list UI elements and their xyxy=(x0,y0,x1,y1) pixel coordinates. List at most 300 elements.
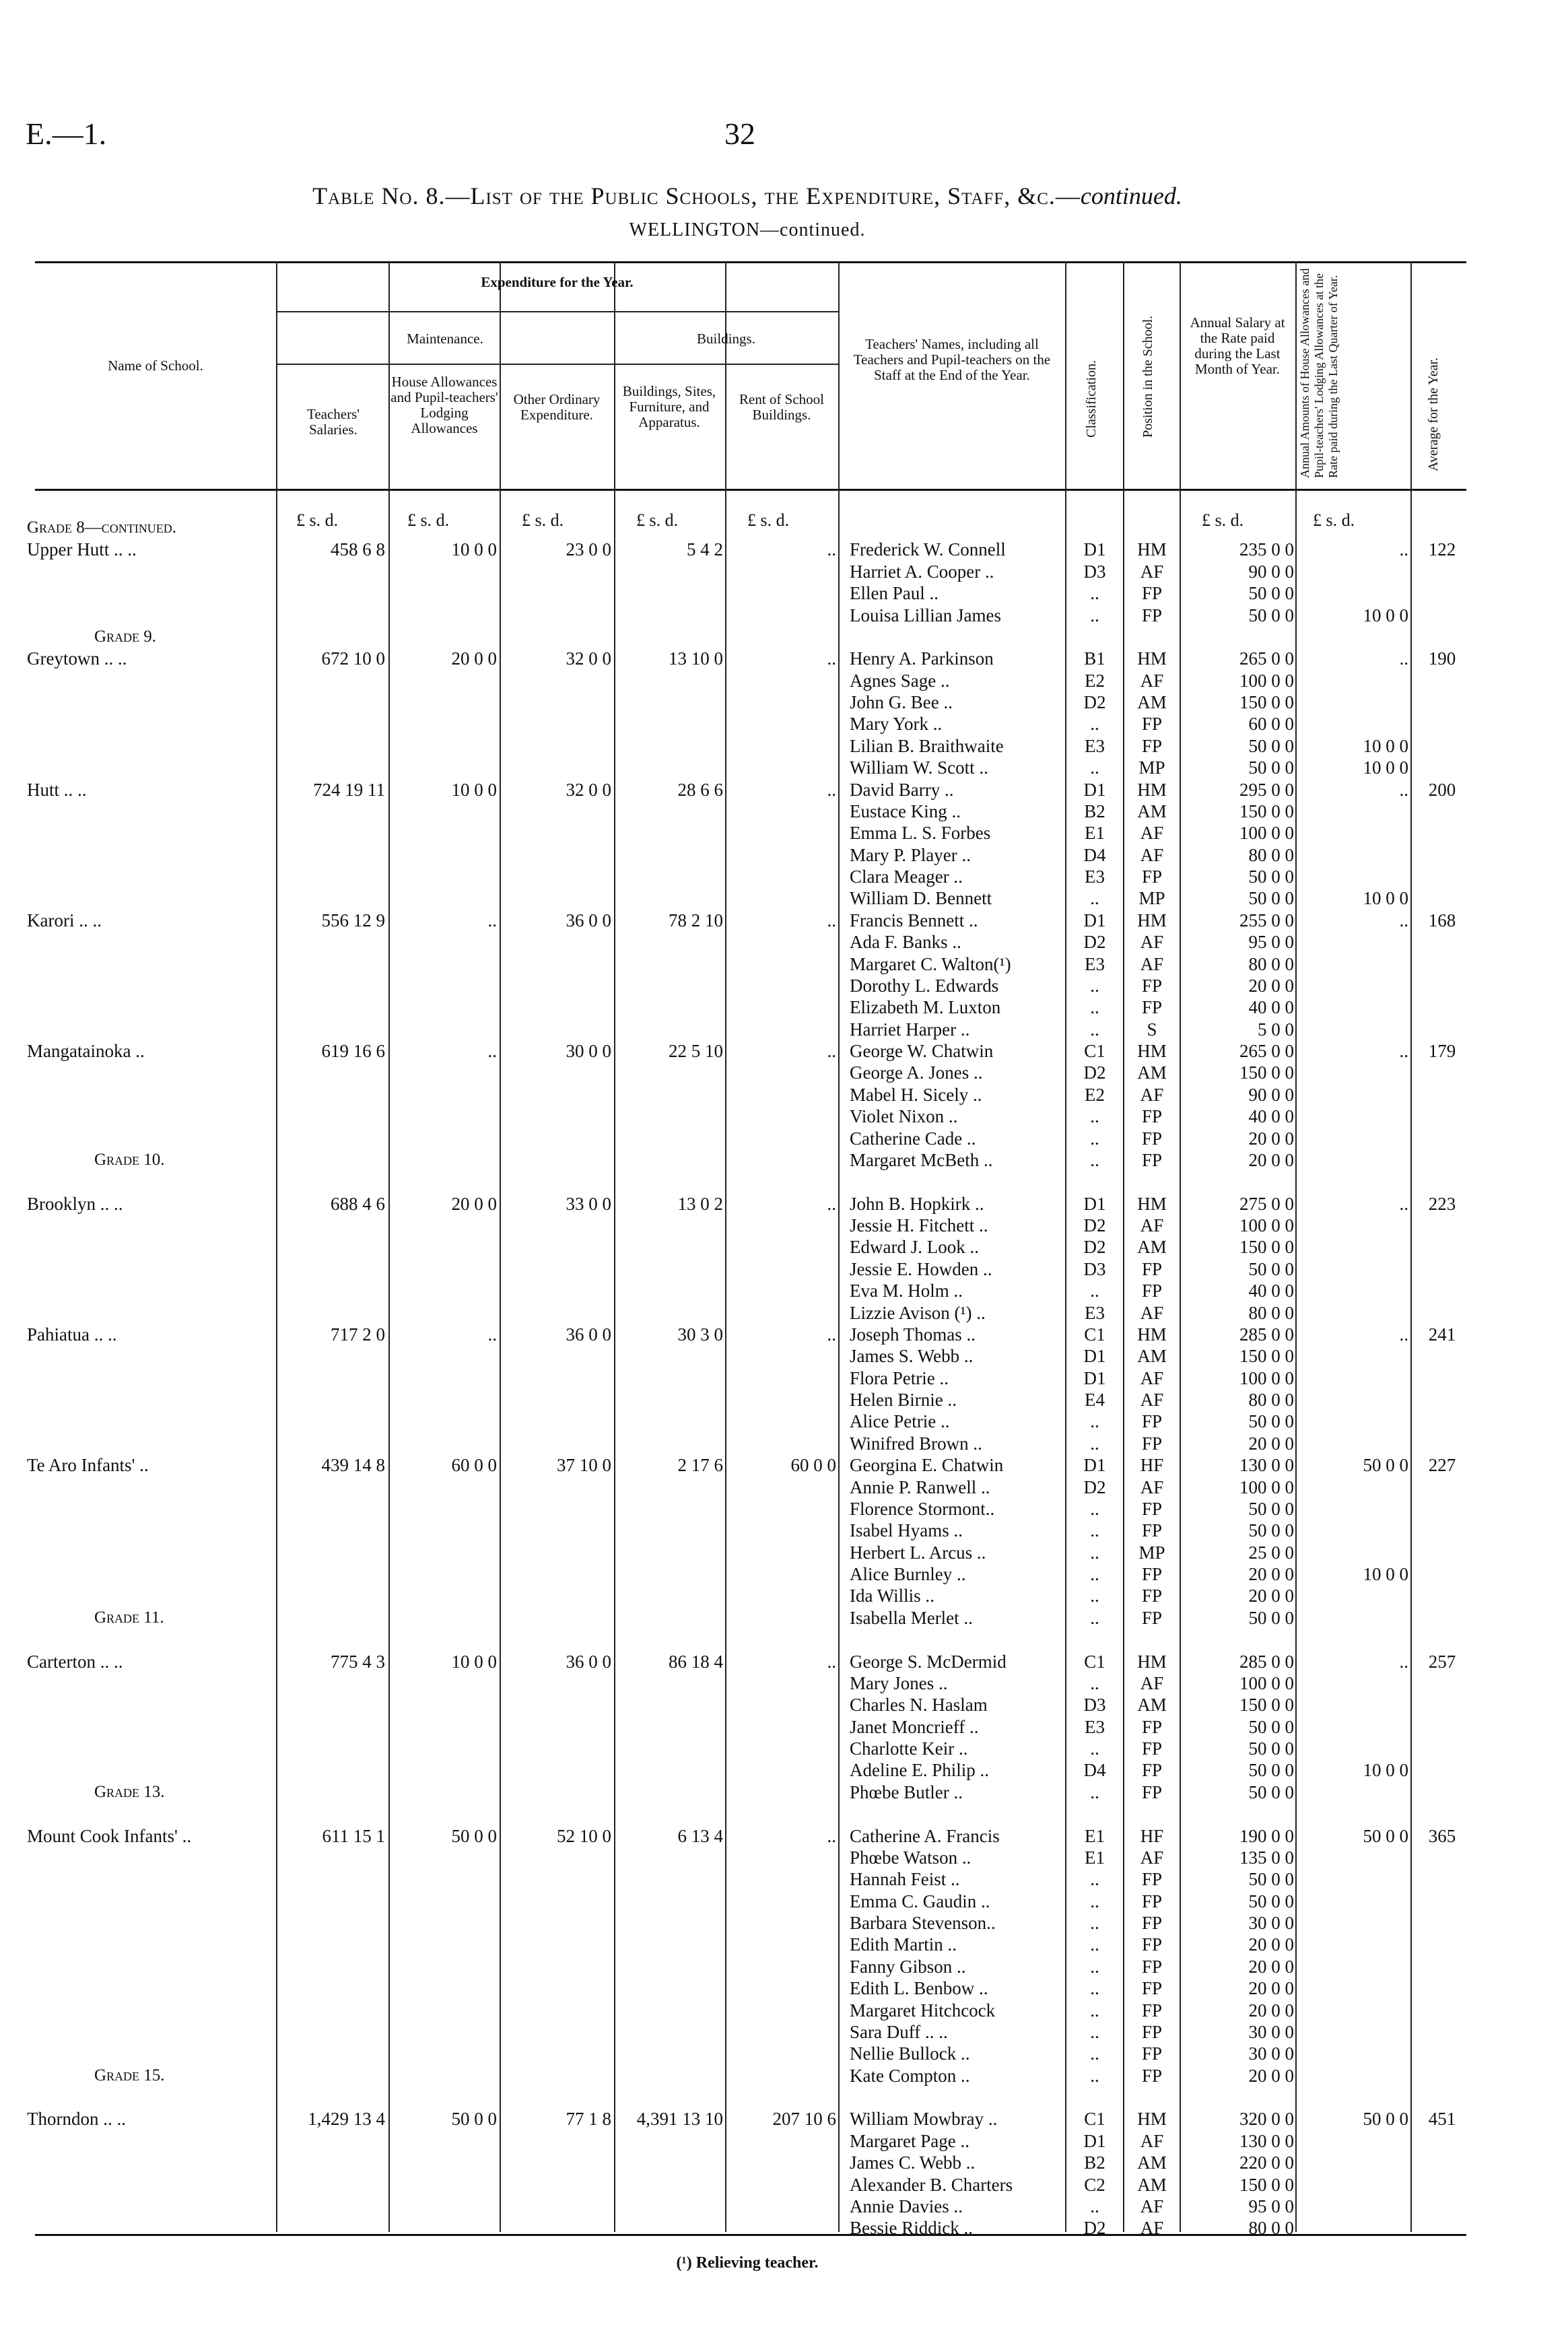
cell-cls: D2 xyxy=(1083,1062,1106,1083)
cell-teacher: John G. Bee .. xyxy=(850,692,953,712)
cell-cls: D2 xyxy=(1083,1215,1106,1235)
cell-sal: 611 15 1 xyxy=(322,1825,385,1846)
cell-pos: AF xyxy=(1140,932,1164,953)
cell-salary: 220 0 0 xyxy=(1239,2152,1294,2173)
cell-salary: 20 0 0 xyxy=(1248,1934,1294,1955)
table-row xyxy=(0,1498,1568,1520)
table-row xyxy=(0,691,1568,713)
header-house-allowances: House Allowances and Pupil-teachers' Lodging Allowances xyxy=(390,374,498,436)
cell-pos: MP xyxy=(1138,757,1165,778)
cell-teacher: Barbara Stevenson.. xyxy=(850,1913,996,1933)
cell-salary: 285 0 0 xyxy=(1239,1324,1294,1345)
cell-salary: 50 0 0 xyxy=(1248,1716,1294,1737)
table-row xyxy=(0,1977,1568,1999)
cell-teacher: Phœbe Watson .. xyxy=(850,1847,972,1868)
cell-salary: 100 0 0 xyxy=(1239,823,1294,844)
cell-teacher: Violet Nixon .. xyxy=(850,1106,958,1127)
cell-sal: 458 6 8 xyxy=(331,539,385,560)
cell-cls: D2 xyxy=(1083,2218,1106,2239)
cell-salary: 40 0 0 xyxy=(1248,997,1294,1018)
cell-salary: 50 0 0 xyxy=(1248,867,1294,887)
cell-teacher: David Barry .. xyxy=(850,779,954,800)
cell-teacher: Georgina E. Chatwin xyxy=(850,1455,1004,1476)
cell-rent: .. xyxy=(827,910,836,930)
cell-teacher: William W. Scott .. xyxy=(850,757,988,778)
cell-school: Te Aro Infants' .. xyxy=(27,1455,149,1476)
table-row xyxy=(0,1433,1568,1454)
page-number: 32 xyxy=(724,116,755,151)
table-row xyxy=(0,2152,1568,2173)
cell-salary: 20 0 0 xyxy=(1248,1956,1294,1977)
cell-allow: .. xyxy=(1399,1193,1408,1214)
cell-cls: .. xyxy=(1090,1607,1099,1628)
cell-cls: .. xyxy=(1090,1498,1099,1519)
cell-avg: 227 xyxy=(1428,1455,1456,1476)
header-other-expenditure: Other Ordinary Expenditure. xyxy=(513,391,601,423)
cell-teacher: Dorothy L. Edwards xyxy=(850,975,999,996)
cell-other: 32 0 0 xyxy=(566,779,611,800)
cell-cls: .. xyxy=(1090,1542,1099,1563)
cell-avg: 179 xyxy=(1428,1041,1456,1061)
cell-cls: D1 xyxy=(1083,1193,1106,1214)
cell-allow: 10 0 0 xyxy=(1363,605,1408,625)
cell-school: Greytown .. .. xyxy=(27,648,127,669)
cell-teacher: James C. Webb .. xyxy=(850,2152,976,2173)
cell-teacher: Kate Compton .. xyxy=(850,2065,970,2086)
cell-salary: 135 0 0 xyxy=(1239,1847,1294,1868)
cell-rent: .. xyxy=(827,1041,836,1061)
cell-cls: D1 xyxy=(1083,1367,1106,1388)
cell-pos: HM xyxy=(1137,648,1167,669)
cell-pos: HM xyxy=(1137,2109,1167,2130)
cell-salary: 235 0 0 xyxy=(1239,539,1294,560)
table-subtitle: WELLINGTON—continued. xyxy=(629,219,866,240)
cell-pos: FP xyxy=(1141,2043,1163,2064)
cell-teacher: Jessie E. Howden .. xyxy=(850,1258,992,1279)
cell-pos: AF xyxy=(1140,2196,1164,2216)
table-row xyxy=(0,605,1568,626)
cell-cls: .. xyxy=(1090,1433,1099,1454)
cell-salary: 80 0 0 xyxy=(1248,844,1294,865)
cell-other: 36 0 0 xyxy=(566,910,611,930)
title-main: List of the Public Schools, the Expenditure, Staff, &c.— xyxy=(470,182,1081,209)
cell-cls: .. xyxy=(1090,1934,1099,1955)
table-row xyxy=(0,517,1568,539)
units-salaries: £ s. d. xyxy=(296,510,339,530)
cell-house: 20 0 0 xyxy=(451,648,497,669)
cell-house: 20 0 0 xyxy=(451,1193,497,1214)
cell-cls: .. xyxy=(1090,2196,1099,2216)
cell-pos: AF xyxy=(1140,1390,1164,1410)
cell-avg: 122 xyxy=(1428,539,1456,560)
cell-teacher: Elizabeth M. Luxton xyxy=(850,997,1001,1018)
cell-pos: AF xyxy=(1140,1477,1164,1497)
cell-cls: .. xyxy=(1090,2043,1099,2064)
cell-teacher: Emma L. S. Forbes xyxy=(850,823,991,844)
table-row xyxy=(0,931,1568,953)
cell-teacher: Adeline E. Philip .. xyxy=(850,1760,989,1781)
cell-school: Upper Hutt .. .. xyxy=(27,539,137,560)
cell-salary: 50 0 0 xyxy=(1248,583,1294,604)
cell-salary: 50 0 0 xyxy=(1248,1607,1294,1628)
cell-pos: AF xyxy=(1140,953,1164,974)
cell-cls: .. xyxy=(1090,1564,1099,1584)
cell-cls: D4 xyxy=(1083,844,1106,865)
cell-teacher: Ida Willis .. xyxy=(850,1586,934,1606)
cell-pos: AF xyxy=(1140,1847,1164,1868)
cell-pos: FP xyxy=(1141,1149,1163,1170)
cell-cls: .. xyxy=(1090,1956,1099,1977)
cell-salary: 50 0 0 xyxy=(1248,1891,1294,1911)
header-average: Average for the Year. xyxy=(1426,357,1441,471)
table-row xyxy=(0,1106,1568,1127)
cell-avg: 451 xyxy=(1428,2109,1456,2130)
cell-cls: E3 xyxy=(1085,953,1105,974)
cell-cls: B2 xyxy=(1084,2152,1105,2173)
cell-salary: 80 0 0 xyxy=(1248,953,1294,974)
table-row xyxy=(0,887,1568,909)
table-row xyxy=(0,866,1568,887)
cell-cls: D2 xyxy=(1083,932,1106,953)
header-annual-salary: Annual Salary at the Rate paid during the Last Month of Year. xyxy=(1190,314,1285,377)
cell-teacher: Louisa Lillian James xyxy=(850,605,1001,625)
cell-sal: 688 4 6 xyxy=(331,1193,385,1214)
cell-teacher: Margaret Hitchcock xyxy=(850,2000,996,2021)
cell-pos: FP xyxy=(1141,867,1163,887)
cell-salary: 100 0 0 xyxy=(1239,1367,1294,1388)
cell-avg: 190 xyxy=(1428,648,1456,669)
cell-teacher: John B. Hopkirk .. xyxy=(850,1193,984,1214)
units-salary: £ s. d. xyxy=(1202,510,1244,530)
cell-build: 13 0 2 xyxy=(677,1193,723,1214)
cell-school: Karori .. .. xyxy=(27,910,102,930)
header-name: Name of School. xyxy=(108,358,203,374)
cell-teacher: George A. Jones .. xyxy=(850,1062,983,1083)
cell-teacher: Edith Martin .. xyxy=(850,1934,957,1955)
buildings-rule xyxy=(614,364,838,365)
table-row xyxy=(0,2217,1568,2239)
cell-allow: 10 0 0 xyxy=(1363,1564,1408,1584)
cell-pos: FP xyxy=(1141,1607,1163,1628)
cell-salary: 50 0 0 xyxy=(1248,605,1294,625)
table-row xyxy=(0,1084,1568,1106)
cell-avg: 168 xyxy=(1428,910,1456,930)
cell-pos: AF xyxy=(1140,1302,1164,1323)
cell-teacher: Ada F. Banks .. xyxy=(850,932,961,953)
table-row xyxy=(0,779,1568,801)
cell-teacher: Harriet Harper .. xyxy=(850,1019,970,1040)
units-rent: £ s. d. xyxy=(747,510,790,530)
cell-sal: 556 12 9 xyxy=(321,910,385,930)
cell-allow: 10 0 0 xyxy=(1363,1760,1408,1781)
table-row xyxy=(0,713,1568,735)
table-row xyxy=(0,1171,1568,1192)
table-row xyxy=(0,844,1568,866)
cell-cls: D1 xyxy=(1083,910,1106,930)
cell-cls: .. xyxy=(1090,997,1099,1018)
cell-teacher: Charlotte Keir .. xyxy=(850,1738,968,1759)
cell-salary: 50 0 0 xyxy=(1248,1738,1294,1759)
header-annual-allowances: Annual Amounts of House Allowances and Pupil-teachers' Lodging Allowances at the Rate paid during the Last Quarter of Year. xyxy=(1298,268,1340,478)
cell-cls: D1 xyxy=(1083,779,1106,800)
cell-cls: .. xyxy=(1090,1891,1099,1911)
footnote: (¹) Relieving teacher. xyxy=(676,2254,819,2272)
cell-cls: .. xyxy=(1090,1128,1099,1149)
units-other: £ s. d. xyxy=(522,510,564,530)
cell-pos: FP xyxy=(1141,1281,1163,1301)
table-row xyxy=(0,670,1568,691)
cell-house: .. xyxy=(487,910,497,930)
cell-house: .. xyxy=(487,1324,497,1345)
units-buildings: £ s. d. xyxy=(636,510,679,530)
cell-pos: HM xyxy=(1137,1324,1167,1345)
cell-pos: FP xyxy=(1141,583,1163,604)
cell-teacher: Ellen Paul .. xyxy=(850,583,939,604)
cell-salary: 90 0 0 xyxy=(1248,1084,1294,1105)
cell-house: 50 0 0 xyxy=(451,2109,497,2130)
cell-build: 5 4 2 xyxy=(687,539,723,560)
cell-salary: 20 0 0 xyxy=(1248,1564,1294,1584)
table-row xyxy=(0,1912,1568,1934)
cell-salary: 20 0 0 xyxy=(1248,1586,1294,1606)
cell-allow: .. xyxy=(1399,910,1408,930)
table-row xyxy=(0,2174,1568,2196)
table-row xyxy=(0,1782,1568,1803)
table-row xyxy=(0,1759,1568,1781)
cell-cls: .. xyxy=(1090,1869,1099,1890)
cell-cls: .. xyxy=(1090,1520,1099,1541)
cell-school: Grade 10. xyxy=(94,1150,165,1169)
table-row xyxy=(0,1847,1568,1868)
cell-house: 60 0 0 xyxy=(451,1455,497,1476)
cell-salary: 150 0 0 xyxy=(1239,2174,1294,2195)
cell-cls: .. xyxy=(1090,1149,1099,1170)
cell-cls: C1 xyxy=(1084,1324,1105,1345)
cell-teacher: Clara Meager .. xyxy=(850,867,963,887)
cell-allow: 10 0 0 xyxy=(1363,735,1408,756)
cell-cls: B1 xyxy=(1084,648,1105,669)
cell-teacher: Charles N. Haslam xyxy=(850,1695,988,1716)
cell-teacher: Margaret Page .. xyxy=(850,2130,969,2151)
cell-cls: .. xyxy=(1090,1411,1099,1432)
cell-pos: AM xyxy=(1137,1695,1167,1716)
cell-school: Grade 9. xyxy=(94,627,157,646)
cell-pos: S xyxy=(1147,1019,1157,1040)
cell-rent: .. xyxy=(827,1193,836,1214)
table-row xyxy=(0,1934,1568,1955)
table-row xyxy=(0,1477,1568,1498)
cell-house: 10 0 0 xyxy=(451,539,497,560)
table-row xyxy=(0,1236,1568,1258)
table-row xyxy=(0,1956,1568,1977)
cell-salary: 30 0 0 xyxy=(1248,2021,1294,2042)
cell-rent: .. xyxy=(827,1324,836,1345)
cell-pos: FP xyxy=(1141,1716,1163,1737)
cell-teacher: Herbert L. Arcus .. xyxy=(850,1542,986,1563)
cell-teacher: Catherine Cade .. xyxy=(850,1128,976,1149)
cell-build: 6 13 4 xyxy=(677,1825,723,1846)
cell-school: Hutt .. .. xyxy=(27,779,87,800)
table-row xyxy=(0,2065,1568,2086)
cell-house: 50 0 0 xyxy=(451,1825,497,1846)
table-row xyxy=(0,1629,1568,1650)
cell-cls: C1 xyxy=(1084,1041,1105,1061)
cell-house: .. xyxy=(487,1041,497,1061)
table-row xyxy=(0,910,1568,931)
table-row xyxy=(0,1019,1568,1040)
cell-school: Grade 15. xyxy=(94,2066,165,2084)
cell-cls: .. xyxy=(1090,1106,1099,1127)
cell-pos: FP xyxy=(1141,605,1163,625)
cell-rent: .. xyxy=(827,539,836,560)
cell-teacher: Edith L. Benbow .. xyxy=(850,1978,988,1999)
cell-teacher: Sara Duff .. .. xyxy=(850,2021,948,2042)
cell-teacher: William D. Bennett xyxy=(850,888,992,909)
cell-pos: FP xyxy=(1141,2065,1163,2086)
cell-cls: D1 xyxy=(1083,1455,1106,1476)
cell-pos: AF xyxy=(1140,670,1164,691)
top-rule xyxy=(35,261,1466,263)
cell-pos: HF xyxy=(1140,1455,1164,1476)
cell-pos: FP xyxy=(1141,735,1163,756)
table-row xyxy=(0,1803,1568,1825)
cell-pos: AF xyxy=(1140,1672,1164,1693)
cell-allow: .. xyxy=(1399,779,1408,800)
cell-cls: E1 xyxy=(1085,823,1105,844)
cell-cls: D1 xyxy=(1083,2130,1106,2151)
cell-teacher: Mabel H. Sicely .. xyxy=(850,1084,982,1105)
cell-salary: 20 0 0 xyxy=(1248,2065,1294,2086)
cell-teacher: Alice Petrie .. xyxy=(850,1411,950,1432)
cell-pos: FP xyxy=(1141,1520,1163,1541)
cell-teacher: Nellie Bullock .. xyxy=(850,2043,970,2064)
table-row xyxy=(0,1345,1568,1367)
cell-salary: 20 0 0 xyxy=(1248,1149,1294,1170)
cell-salary: 20 0 0 xyxy=(1248,1978,1294,1999)
cell-teacher: Joseph Thomas .. xyxy=(850,1324,976,1345)
cell-cls: .. xyxy=(1090,2000,1099,2021)
title-suffix: continued. xyxy=(1080,182,1182,209)
cell-allow: .. xyxy=(1399,1651,1408,1672)
cell-cls: .. xyxy=(1090,605,1099,625)
cell-cls: .. xyxy=(1090,757,1099,778)
units-house: £ s. d. xyxy=(407,510,450,530)
cell-pos: MP xyxy=(1138,1542,1165,1563)
cell-cls: .. xyxy=(1090,1281,1099,1301)
table-row xyxy=(0,1825,1568,1847)
header-maintenance: Maintenance. xyxy=(407,331,483,347)
cell-cls: .. xyxy=(1090,1913,1099,1933)
table-row xyxy=(0,975,1568,996)
cell-salary: 50 0 0 xyxy=(1248,1520,1294,1541)
table-row xyxy=(0,953,1568,975)
table-row xyxy=(0,1062,1568,1083)
table-row xyxy=(0,1324,1568,1345)
cell-salary: 100 0 0 xyxy=(1239,670,1294,691)
cell-cls: E3 xyxy=(1085,1716,1105,1737)
table-row xyxy=(0,1563,1568,1585)
cell-salary: 190 0 0 xyxy=(1239,1825,1294,1846)
cell-pos: FP xyxy=(1141,1128,1163,1149)
cell-teacher: Mary P. Player .. xyxy=(850,844,971,865)
table-row xyxy=(0,1716,1568,1738)
header-salaries: Teachers' Salaries. xyxy=(306,406,360,438)
cell-salary: 255 0 0 xyxy=(1239,910,1294,930)
cell-pos: FP xyxy=(1141,1433,1163,1454)
cell-build: 78 2 10 xyxy=(669,910,723,930)
cell-cls: C1 xyxy=(1084,1651,1105,1672)
cell-cls: E3 xyxy=(1085,735,1105,756)
table-row xyxy=(0,735,1568,757)
table-row xyxy=(0,1149,1568,1171)
cell-teacher: Harriet A. Cooper .. xyxy=(850,561,994,582)
table-row xyxy=(0,1280,1568,1301)
cell-cls: E1 xyxy=(1085,1825,1105,1846)
cell-other: 23 0 0 xyxy=(566,539,611,560)
cell-salary: 265 0 0 xyxy=(1239,1041,1294,1061)
cell-avg: 365 xyxy=(1428,1825,1456,1846)
cell-build: 4,391 13 10 xyxy=(636,2109,723,2130)
cell-salary: 100 0 0 xyxy=(1239,1672,1294,1693)
cell-teacher: Helen Birnie .. xyxy=(850,1390,957,1410)
cell-cls: E1 xyxy=(1085,1847,1105,1868)
cell-house: 10 0 0 xyxy=(451,1651,497,1672)
cell-salary: 95 0 0 xyxy=(1248,932,1294,953)
cell-pos: AF xyxy=(1140,1367,1164,1388)
cell-salary: 80 0 0 xyxy=(1248,1390,1294,1410)
cell-other: 36 0 0 xyxy=(566,1324,611,1345)
cell-cls: C2 xyxy=(1084,2174,1105,2195)
cell-allow: 50 0 0 xyxy=(1363,2109,1408,2130)
cell-school: Brooklyn .. .. xyxy=(27,1193,123,1214)
cell-cls: D4 xyxy=(1083,1760,1106,1781)
cell-teacher: Alice Burnley .. xyxy=(850,1564,966,1584)
cell-build: 22 5 10 xyxy=(669,1041,723,1061)
cell-salary: 30 0 0 xyxy=(1248,2043,1294,2064)
table-row xyxy=(0,626,1568,648)
cell-cls: D2 xyxy=(1083,1237,1106,1258)
expenditure-rule xyxy=(276,311,838,312)
cell-teacher: Lilian B. Braithwaite xyxy=(850,735,1004,756)
cell-sal: 439 14 8 xyxy=(321,1455,385,1476)
cell-teacher: Emma C. Gaudin .. xyxy=(850,1891,990,1911)
cell-pos: AF xyxy=(1140,823,1164,844)
cell-allow: .. xyxy=(1399,1324,1408,1345)
cell-cls: .. xyxy=(1090,2065,1099,2086)
cell-build: 30 3 0 xyxy=(677,1324,723,1345)
table-row xyxy=(0,539,1568,560)
cell-teacher: Flora Petrie .. xyxy=(850,1367,949,1388)
table-row xyxy=(0,648,1568,669)
cell-teacher: Fanny Gibson .. xyxy=(850,1956,966,1977)
cell-school: Mangatainoka .. xyxy=(27,1041,145,1061)
cell-teacher: Bessie Riddick .. xyxy=(850,2218,973,2239)
cell-avg: 223 xyxy=(1428,1193,1456,1214)
table-row xyxy=(0,822,1568,844)
cell-cls: C1 xyxy=(1084,2109,1105,2130)
cell-salary: 50 0 0 xyxy=(1248,1782,1294,1802)
cell-salary: 130 0 0 xyxy=(1239,1455,1294,1476)
cell-pos: MP xyxy=(1138,888,1165,909)
cell-cls: D1 xyxy=(1083,1346,1106,1367)
cell-school: Carterton .. .. xyxy=(27,1651,123,1672)
cell-teacher: Mary York .. xyxy=(850,714,943,735)
cell-cls: D3 xyxy=(1083,1258,1106,1279)
table-row xyxy=(0,1454,1568,1476)
cell-pos: FP xyxy=(1141,2021,1163,2042)
cell-cls: .. xyxy=(1090,1782,1099,1802)
cell-other: 32 0 0 xyxy=(566,648,611,669)
